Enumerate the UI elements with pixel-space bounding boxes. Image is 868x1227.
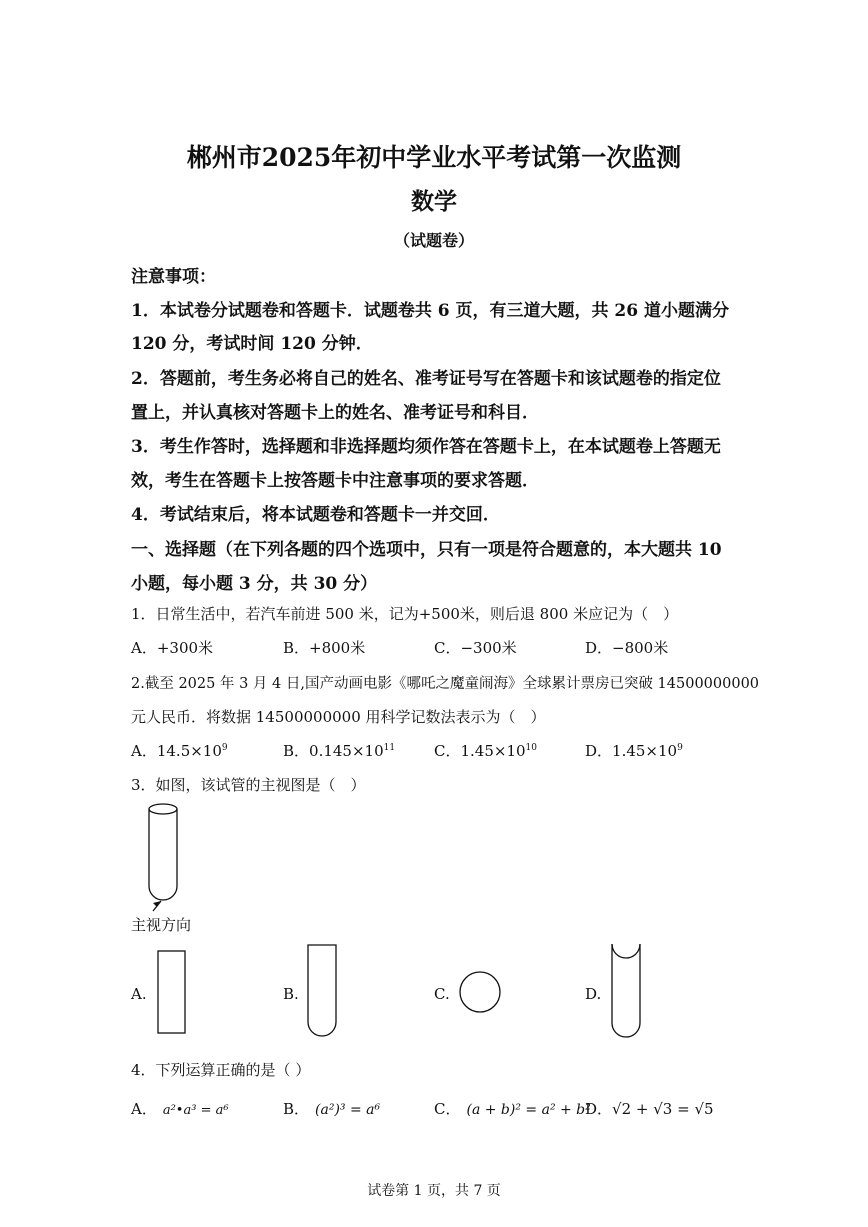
exam-title: 郴州市2025年初中学业水平考试第一次监测 xyxy=(186,143,682,172)
q1-option-c: C．−300米 xyxy=(434,639,517,657)
q1-option-b: B．+800米 xyxy=(283,639,366,657)
section-heading: 一、选择题（在下列各题的四个选项中，只有一项是符合题意的，本大题共 10 xyxy=(131,540,722,560)
section-heading: 小题，每小题 3 分，共 30 分） xyxy=(131,574,378,594)
q2-option-d: D．$1.45\times 10^9$ xyxy=(585,742,683,760)
notice-line: 2．答题前，考生务必将自己的姓名、准考证号写在答题卡和该试题卷的指定位 xyxy=(131,369,721,389)
paper-type: （试题卷） xyxy=(393,231,474,250)
notice-line: 3．考生作答时，选择题和非选择题均须作答在答题卡上，在本试题卷上答题无 xyxy=(131,437,721,457)
subject-title: 数学 xyxy=(411,188,457,215)
q3-option-c-circle xyxy=(458,970,504,1016)
q4-option-b: B． (a²)³ = a⁶ xyxy=(283,1100,381,1118)
notice-line: 置上，并认真核对答题卡上的姓名、准考证号和科目． xyxy=(131,403,539,423)
notice-line: 效，考生在答题卡上按答题卡中注意事项的要求答题． xyxy=(131,471,539,491)
q3-option-a-label: A. xyxy=(131,985,147,1003)
q3-option-c-label: C. xyxy=(434,985,450,1003)
q2-option-c: C．$1.45\times 10^{10}$ xyxy=(434,742,537,760)
q1-option-a: A．+300米 xyxy=(131,639,214,657)
notice-line: 1．本试卷分试题卷和答题卡．试题卷共 6 页，有三道大题，共 26 道小题满分 xyxy=(131,301,729,321)
q4-option-c: C． (a + b)² = a² + b² xyxy=(434,1100,591,1118)
notice-line: 120 分，考试时间 120 分钟． xyxy=(131,334,373,354)
q3-option-b-tube xyxy=(306,944,340,1038)
question-1-stem: 1．日常生活中，若汽车前进 500 米，记为+500米，则后退 800 米应记为（ ） xyxy=(131,605,679,623)
question-4-stem: 4．下列运算正确的是（ ） xyxy=(131,1061,311,1079)
q3-option-d-label: D. xyxy=(585,985,602,1003)
tube-body xyxy=(149,809,177,900)
q3-option-d-tube xyxy=(610,942,644,1040)
view-arrowhead xyxy=(153,901,161,907)
tube-opening xyxy=(149,804,177,814)
page-footer: 试卷第 1 页，共 7 页 xyxy=(367,1183,501,1199)
notice-heading: 注意事项： xyxy=(131,267,216,287)
q4-option-d: D．√2 + √3 = √5 xyxy=(585,1100,714,1118)
q4-option-a: A． a²•a³ = a⁶ xyxy=(131,1100,229,1118)
question-2-stem: 2.截至 2025 年 3 月 4 日,国产动画电影《哪吒之魔童闹海》全球累计票房已突破 14500000000 xyxy=(131,676,760,692)
q2-option-b: B．$0.145\times 10^{11}$ xyxy=(283,742,396,760)
view-direction-label: 主视方向 xyxy=(131,916,192,934)
notice-line: 4．考试结束后，将本试题卷和答题卡一并交回． xyxy=(131,505,500,525)
q2-option-a: A．$14.5\times 10^9$ xyxy=(131,742,228,760)
question-2-stem: 元人民币．将数据 14500000000 用科学记数法表示为（ ） xyxy=(131,708,546,726)
question-3-stem: 3．如图，该试管的主视图是（ ） xyxy=(131,776,366,794)
q3-option-a-rectangle xyxy=(157,950,187,1036)
q1-option-d: D．−800米 xyxy=(585,639,669,657)
q3-option-b-label: B. xyxy=(283,985,299,1003)
test-tube-figure xyxy=(140,800,190,915)
